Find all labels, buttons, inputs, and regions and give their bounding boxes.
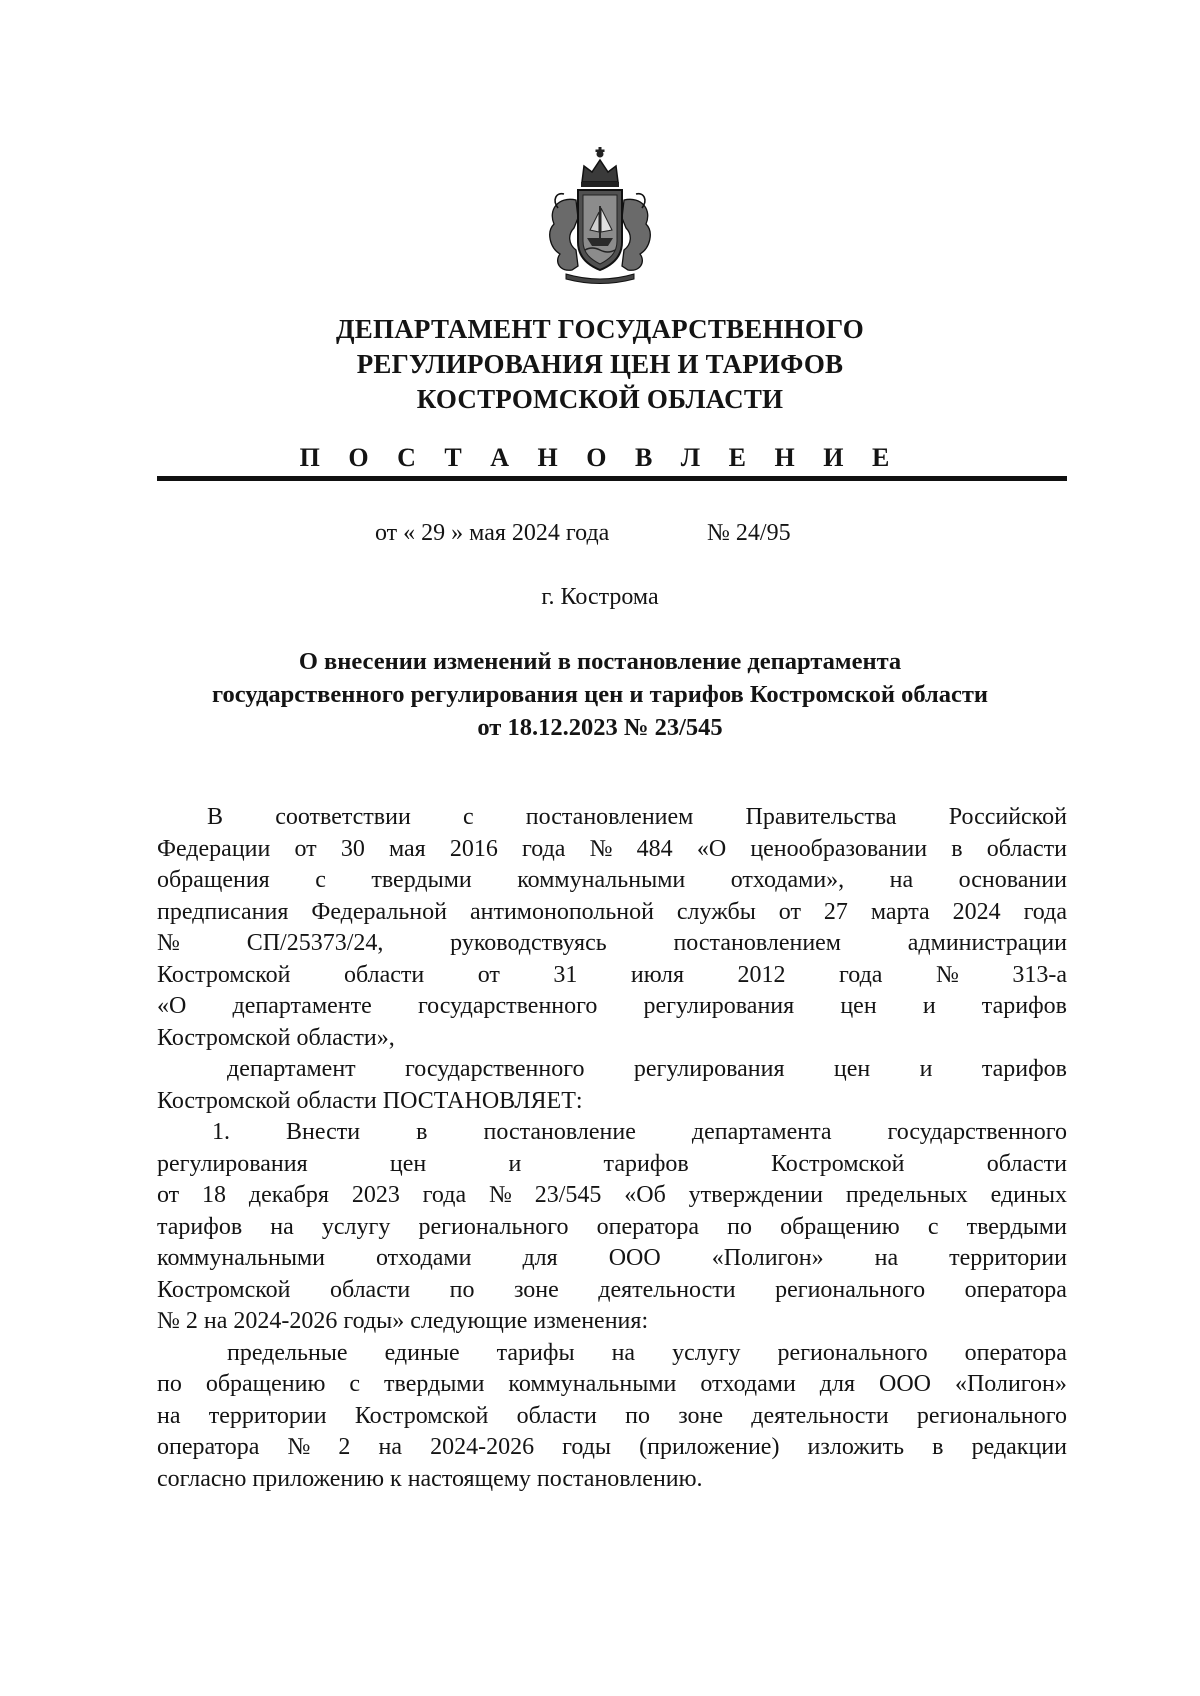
word: 2024-2026 [233, 1308, 338, 1334]
word: в [951, 835, 963, 862]
word: области [986, 835, 1067, 862]
word: постановлением [673, 930, 841, 956]
word: года [422, 1182, 467, 1208]
word: 23/545 [534, 1182, 602, 1208]
body-line [157, 1369, 1067, 1401]
word: ценообразовании [750, 835, 928, 862]
word: Костромской [157, 961, 291, 988]
word: тарифов [603, 1150, 689, 1177]
body-line [157, 1149, 1067, 1181]
word: услугу [672, 1339, 741, 1366]
word: с [462, 804, 474, 830]
word: от [294, 835, 317, 862]
word: области [516, 1402, 597, 1429]
body-line [157, 834, 1067, 866]
word: регионального [418, 1213, 569, 1240]
body-line [157, 1243, 1067, 1275]
word: на [378, 1434, 402, 1460]
word: антимонопольной [469, 898, 654, 925]
word: соответствии [275, 804, 411, 830]
word: 18 [202, 1182, 227, 1208]
word: регулирования [633, 1056, 785, 1082]
word: области [329, 1276, 411, 1303]
word: годы [562, 1434, 612, 1460]
word: (приложение) [639, 1434, 780, 1460]
word: зоне [513, 1276, 559, 1303]
word: деятельности [751, 1402, 889, 1429]
word: тарифы [496, 1339, 575, 1366]
word: тарифов [157, 1213, 243, 1240]
word: Правительства [745, 804, 897, 830]
word: Федеральной [311, 898, 447, 925]
word: с [927, 1213, 939, 1240]
word: от [778, 898, 801, 925]
body-line [157, 1117, 1067, 1149]
word: постановлением [525, 804, 694, 830]
department-line-3: КОСТРОМСКОЙ ОБЛАСТИ [416, 384, 784, 414]
word: государственного [417, 993, 598, 1019]
word: для [819, 1371, 856, 1397]
word: годы» [343, 1308, 405, 1334]
body-line [157, 991, 1067, 1023]
word: «Об [624, 1182, 666, 1208]
word: по [449, 1276, 475, 1303]
word: коммунальными [517, 867, 686, 893]
word: марта [870, 898, 930, 925]
word: цен [389, 1150, 427, 1177]
word: июля [630, 961, 685, 988]
word: Российской [948, 804, 1067, 830]
word: оператора [157, 1434, 260, 1460]
document-date: от « 29 » мая 2024 года [375, 520, 610, 546]
word: тарифов [981, 993, 1067, 1019]
word: настоящему [407, 1465, 531, 1492]
word: твердыми [384, 1371, 485, 1397]
word: Костромской [354, 1402, 489, 1429]
word: с [315, 867, 326, 893]
word: «Полигон» [954, 1371, 1067, 1397]
word: 484 [636, 835, 673, 862]
word: регулирования [157, 1150, 308, 1177]
subject-line-2: государственного регулирования цен и тарифов Костромской области [211, 681, 989, 708]
word: Костромской [157, 1087, 291, 1114]
word: «О [696, 835, 727, 862]
word: Костромской [157, 1024, 291, 1051]
word: 30 [340, 835, 365, 862]
word: по [727, 1213, 752, 1240]
body-line [157, 1275, 1067, 1307]
word: Костромской [157, 1276, 291, 1303]
body-line [157, 1180, 1067, 1212]
body-line [157, 1401, 1067, 1433]
body-line [157, 1054, 1067, 1086]
word: ООО [879, 1371, 931, 1397]
word: 2023 [351, 1182, 400, 1208]
word: обращению [780, 1213, 900, 1240]
department-line-1: ДЕПАРТАМЕНТ ГОСУДАРСТВЕННОГО [336, 314, 864, 344]
word: на [874, 1245, 899, 1271]
department-line-2: РЕГУЛИРОВАНИЯ ЦЕН И ТАРИФОВ [356, 349, 844, 379]
word: регионального [777, 1339, 928, 1366]
document-body [157, 802, 1067, 1495]
body-line [157, 1086, 1067, 1118]
word: мая [388, 835, 426, 862]
word: отходами [376, 1245, 472, 1271]
word: тарифов [981, 1056, 1067, 1082]
word: 31 [553, 961, 578, 988]
word: следующие [410, 1308, 528, 1334]
body-line [157, 897, 1067, 929]
word: единые [384, 1339, 460, 1366]
word: на [270, 1213, 294, 1240]
word: № [157, 1308, 180, 1334]
word: службы [676, 898, 756, 925]
word: области [344, 961, 425, 988]
word: на [157, 1402, 181, 1429]
body-line [157, 1338, 1067, 1370]
word: на [203, 1308, 228, 1334]
word: 2 [185, 1308, 198, 1334]
word: по [625, 1402, 650, 1429]
word: территории [208, 1402, 327, 1429]
body-line [157, 1464, 1067, 1496]
word: № [157, 930, 180, 956]
word: государственного [887, 1119, 1067, 1145]
word: цен [840, 993, 877, 1019]
kostroma-coat-of-arms-icon [538, 138, 662, 284]
word: цен [833, 1056, 871, 1082]
word: департамента [691, 1119, 832, 1145]
word: Федерации [157, 835, 271, 862]
word: «Полигон» [711, 1245, 824, 1271]
word: оператора [964, 1276, 1067, 1303]
word: отходами [700, 1371, 796, 1397]
word: 2016 [449, 835, 498, 862]
header-divider [157, 476, 1067, 481]
word: обращения [157, 867, 270, 893]
word: предписания [157, 898, 289, 925]
document-subject [120, 645, 1080, 744]
word: года [1023, 898, 1067, 925]
body-line [157, 1306, 1067, 1338]
word: редакции [971, 1434, 1067, 1460]
word: В [207, 804, 224, 830]
word: согласно [157, 1465, 247, 1492]
word: твердыми [966, 1213, 1067, 1240]
word: и [919, 1056, 933, 1082]
department-name [150, 312, 1050, 417]
word: государственного [405, 1056, 585, 1082]
body-line [157, 1432, 1067, 1464]
word: и [508, 1150, 522, 1177]
word: декабря [248, 1182, 329, 1208]
document-number: № 24/95 [707, 520, 791, 546]
word: 27 [823, 898, 848, 925]
subject-line-1: О внесении изменений в постановление департамента [298, 648, 902, 675]
word: с [349, 1371, 361, 1397]
word: изложить [807, 1434, 905, 1460]
word: 2012 [737, 961, 786, 988]
word: № [488, 1182, 512, 1208]
word: 2 [338, 1434, 351, 1460]
word: «О [157, 993, 187, 1019]
word: ООО [608, 1245, 661, 1271]
word: оператора [596, 1213, 700, 1240]
word: № [935, 961, 959, 988]
word: коммунальными [508, 1371, 677, 1397]
word: 2024-2026 [430, 1434, 535, 1460]
body-line [157, 1212, 1067, 1244]
word: администрации [907, 930, 1067, 956]
word: регионального [775, 1276, 926, 1303]
word: к [390, 1465, 402, 1492]
word: на [611, 1339, 636, 1366]
word: территории [949, 1245, 1067, 1271]
word: предельных [845, 1182, 968, 1208]
word: коммунальными [157, 1245, 325, 1271]
word: области [296, 1087, 377, 1114]
word: постановлению. [536, 1465, 703, 1492]
word: оператора [964, 1339, 1067, 1366]
word: от [157, 1182, 180, 1208]
body-line [157, 802, 1067, 834]
word: приложению [252, 1465, 385, 1492]
word: изменения: [533, 1308, 649, 1334]
word: предельные [227, 1339, 348, 1366]
word: и [922, 993, 936, 1019]
word: СП/25373/24, [246, 930, 384, 956]
word: на [889, 867, 914, 893]
word: департамент [227, 1056, 356, 1082]
body-line [157, 960, 1067, 992]
word: № [287, 1434, 311, 1460]
word: в [932, 1434, 944, 1460]
word: 2024 [952, 898, 1001, 925]
body-line [157, 1023, 1067, 1055]
word: Костромской [770, 1150, 905, 1177]
word: года [839, 961, 883, 988]
document-city: г. Кострома [541, 584, 659, 610]
word: твердыми [371, 867, 472, 893]
word: по [157, 1371, 182, 1397]
word: обращению [205, 1371, 326, 1397]
word: руководствуясь [450, 930, 607, 956]
word: 313-а [1012, 961, 1067, 988]
word: основании [958, 867, 1067, 893]
word: постановление [483, 1119, 636, 1145]
word: утверждении [688, 1182, 823, 1208]
body-line [157, 865, 1067, 897]
word: года [522, 835, 566, 862]
word: зоне [678, 1402, 724, 1429]
word: деятельности [598, 1276, 736, 1303]
word: № [589, 835, 613, 862]
word: единых [990, 1182, 1067, 1208]
word: услугу [321, 1213, 391, 1240]
word: отходами», [730, 867, 845, 893]
body-line [157, 928, 1067, 960]
word: от [477, 961, 500, 988]
word: регионального [916, 1402, 1067, 1429]
word: департаменте [232, 993, 372, 1019]
word: области [986, 1150, 1067, 1177]
word: для [522, 1245, 558, 1271]
document-type-title: П О С Т А Н О В Л Е Н И Е [299, 443, 901, 472]
word: 1. [212, 1119, 230, 1145]
word: области», [296, 1024, 395, 1051]
word: регулирования [643, 993, 795, 1019]
word: в [416, 1119, 428, 1145]
word: ПОСТАНОВЛЯЕТ: [382, 1087, 583, 1114]
word: Внести [286, 1119, 361, 1145]
subject-line-3: от 18.12.2023 № 23/545 [477, 714, 723, 741]
